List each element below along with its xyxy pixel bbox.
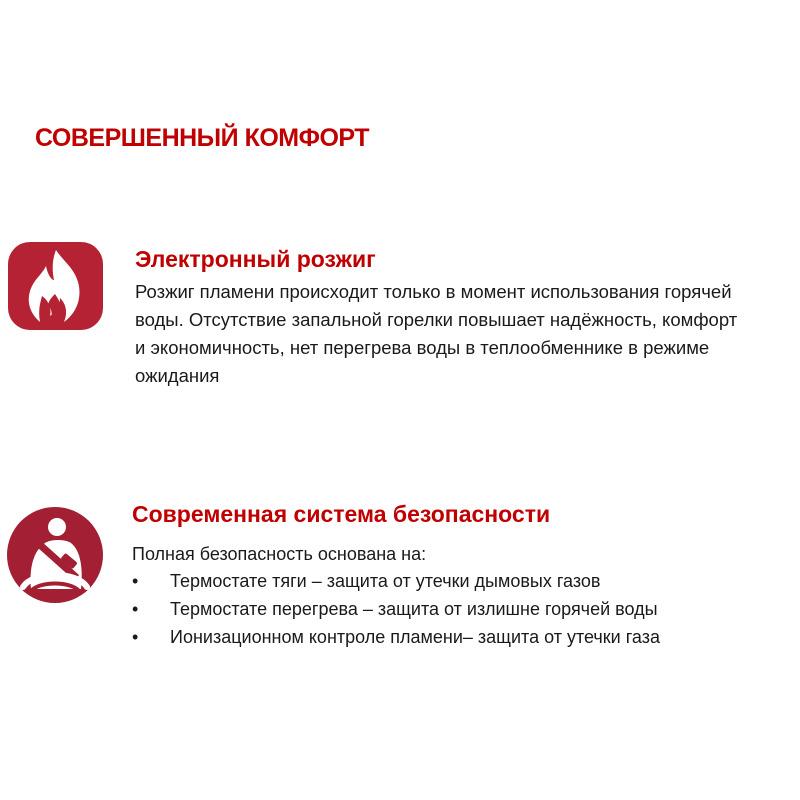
list-item-text: Ионизационном контроле пламени– защита от утечки газа [170, 627, 660, 647]
ignition-heading: Электронный розжиг [135, 246, 376, 272]
list-item [132, 595, 660, 623]
safety-intro: Полная безопасность основана на: [132, 544, 427, 564]
list-item-text: Термостате тяги – защита от утечки дымовых газов [170, 571, 601, 591]
safety-bullet-list [132, 567, 660, 651]
flame-icon [8, 242, 103, 330]
ignition-description: Розжиг пламени происходит только в момент использования горячей воды. Отсутствие запальной горелки повышает надёжность, комфорт и экономичность, нет перегрева воды в теплообменнике в режиме ожидания [135, 281, 738, 386]
list-item [132, 623, 660, 651]
seatbelt-icon [5, 505, 105, 605]
bullet-icon: • [132, 599, 139, 619]
safety-heading: Современная система безопасности [132, 501, 551, 527]
bullet-icon: • [132, 571, 139, 591]
section-title: СОВЕРШЕННЫЙ КОМФОРТ [35, 124, 370, 152]
bullet-icon: • [132, 627, 139, 647]
list-item [132, 567, 660, 595]
list-item-text: Термостате перегрева – защита от излишне горячей воды [170, 599, 658, 619]
